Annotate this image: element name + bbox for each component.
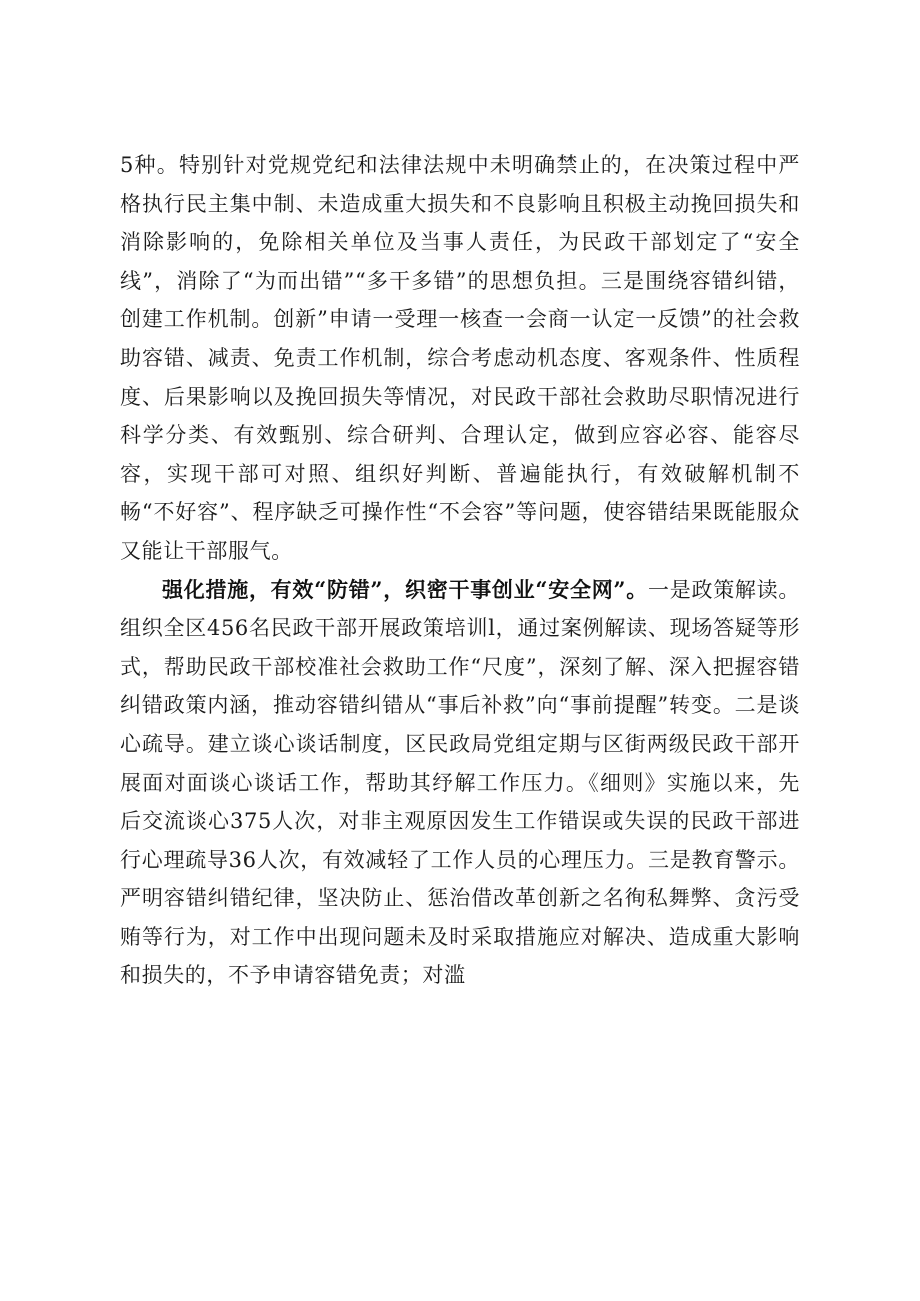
paragraph-body: 一是政策解读。组织全区456名民政干部开展政策培训l，通过案例解读、现场答疑等形式，帮助民政干部校准社会救助工作“尺度”，深刻了解、深入把握容错纠错政策内涵，推动容错纠错从“事后补救”向“事前提醒”转变。二是谈心疏导。建立谈心谈话制度，区民政局党组定期与区街两级民政干部开展面对面谈心谈话工作，帮助其纾解工作压力。《细则》实施以来，先后交流谈心375人次，对非主观原因发生工作错误或失误的民政干部进行心理疏导36人次，有效减轻了工作人员的心理压力。三是教育警示。严明容错纠错纪律，坚决防止、惩治借改革创新之名徇私舞弊、贪污受贿等行为，对工作中出现问题未及时采取措施应对解决、造成重大影响和损失的，不予申请容错免责；对滥 <box>120 577 800 988</box>
paragraph-continuation: 5种。特别针对党规党纪和法律法规中未明确禁止的，在决策过程中严格执行民主集中制、未造成重大损失和不良影响且积极主动挽回损失和消除影响的，免除相关单位及当事人责任，为民政干部划定了“安全线”，消除了“为而出错”“多干多错”的思想负担。三是围绕容错纠错，创建工作机制。创新”申请一受理一核查一会商一认定一反馈”的社会救助容错、减责、免责工作机制，综合考虑动机态度、客观条件、性质程度、后果影响以及挽回损失等情况，对民政干部社会救助尽职情况进行科学分类、有效甄别、综合研判、合理认定，做到应容必容、能容尽容，实现干部可对照、组织好判断、普遍能执行，有效破解机制不畅“不好容”、程序缺乏可操作性“不会容”等问题，使容错结果既能服众又能让干部服气。 <box>120 153 800 563</box>
paragraph-heading: 强化措施，有效“防错”，织密干事创业“安全网”。 <box>162 576 648 602</box>
document-body <box>120 146 800 995</box>
paragraph-measures <box>120 571 800 996</box>
